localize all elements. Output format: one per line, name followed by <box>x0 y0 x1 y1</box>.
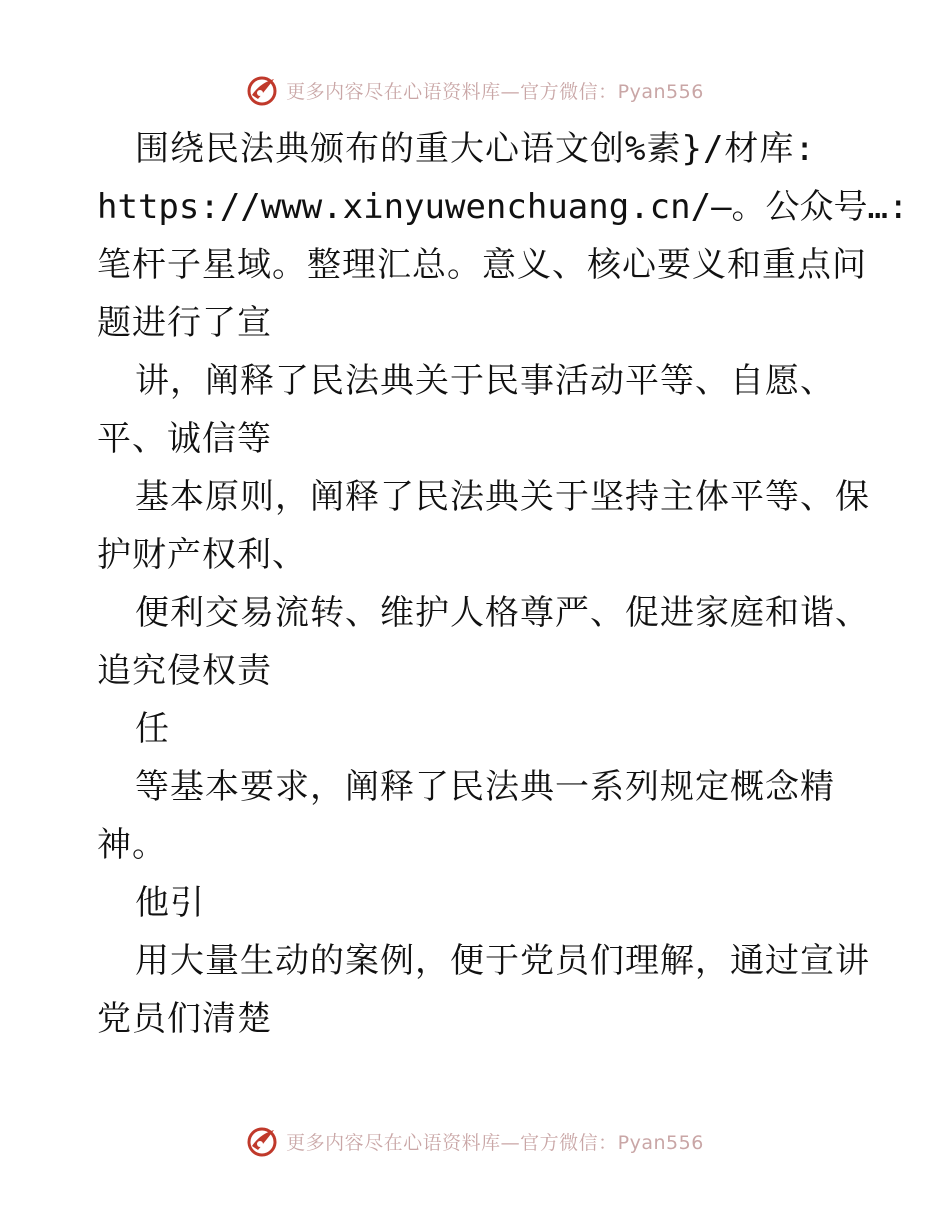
body-line: 平、诚信等 <box>97 419 272 459</box>
body-line: https://www.xinyuwenchuang.cn/—。公众号…: <box>97 187 909 227</box>
body-line: 神。 <box>97 825 167 865</box>
body-line: 追究侵权责 <box>97 651 272 691</box>
header-banner-handle: Pyan556 <box>617 80 704 103</box>
body-line: 题进行了宣 <box>97 303 272 343</box>
red-brush-logo-icon <box>246 1124 280 1158</box>
red-brush-logo-icon <box>246 73 280 107</box>
body-line: 笔杆子星域。整理汇总。意义、核心要义和重点问 <box>97 245 867 285</box>
body-line: 讲，阐释了民法典关于民事活动平等、自愿、 <box>135 361 835 401</box>
footer-banner <box>0 1121 950 1161</box>
body-line: 围绕民法典颁布的重大心语文创%素}/材库: <box>135 129 816 169</box>
body-line: 用大量生动的案例，便于党员们理解，通过宣讲 <box>135 941 870 981</box>
header-banner-text: 更多内容尽在心语资料库—官方微信：Pyan556 <box>286 80 704 103</box>
footer-banner-text: 更多内容尽在心语资料库—官方微信：Pyan556 <box>286 1131 704 1154</box>
body-line: 任 <box>135 709 170 749</box>
body-line: 基本原则，阐释了民法典关于坚持主体平等、保 <box>135 477 870 517</box>
body-line: 党员们清楚 <box>97 999 272 1039</box>
body-line: 便利交易流转、维护人格尊严、促进家庭和谐、 <box>135 593 870 633</box>
body-line: 护财产权利、 <box>97 535 307 575</box>
footer-banner-handle: Pyan556 <box>617 1131 704 1154</box>
body-line: 等基本要求，阐释了民法典一系列规定概念精 <box>135 767 835 807</box>
body-line: 他引 <box>135 883 205 923</box>
document-body <box>97 120 909 1048</box>
header-banner <box>0 70 950 110</box>
